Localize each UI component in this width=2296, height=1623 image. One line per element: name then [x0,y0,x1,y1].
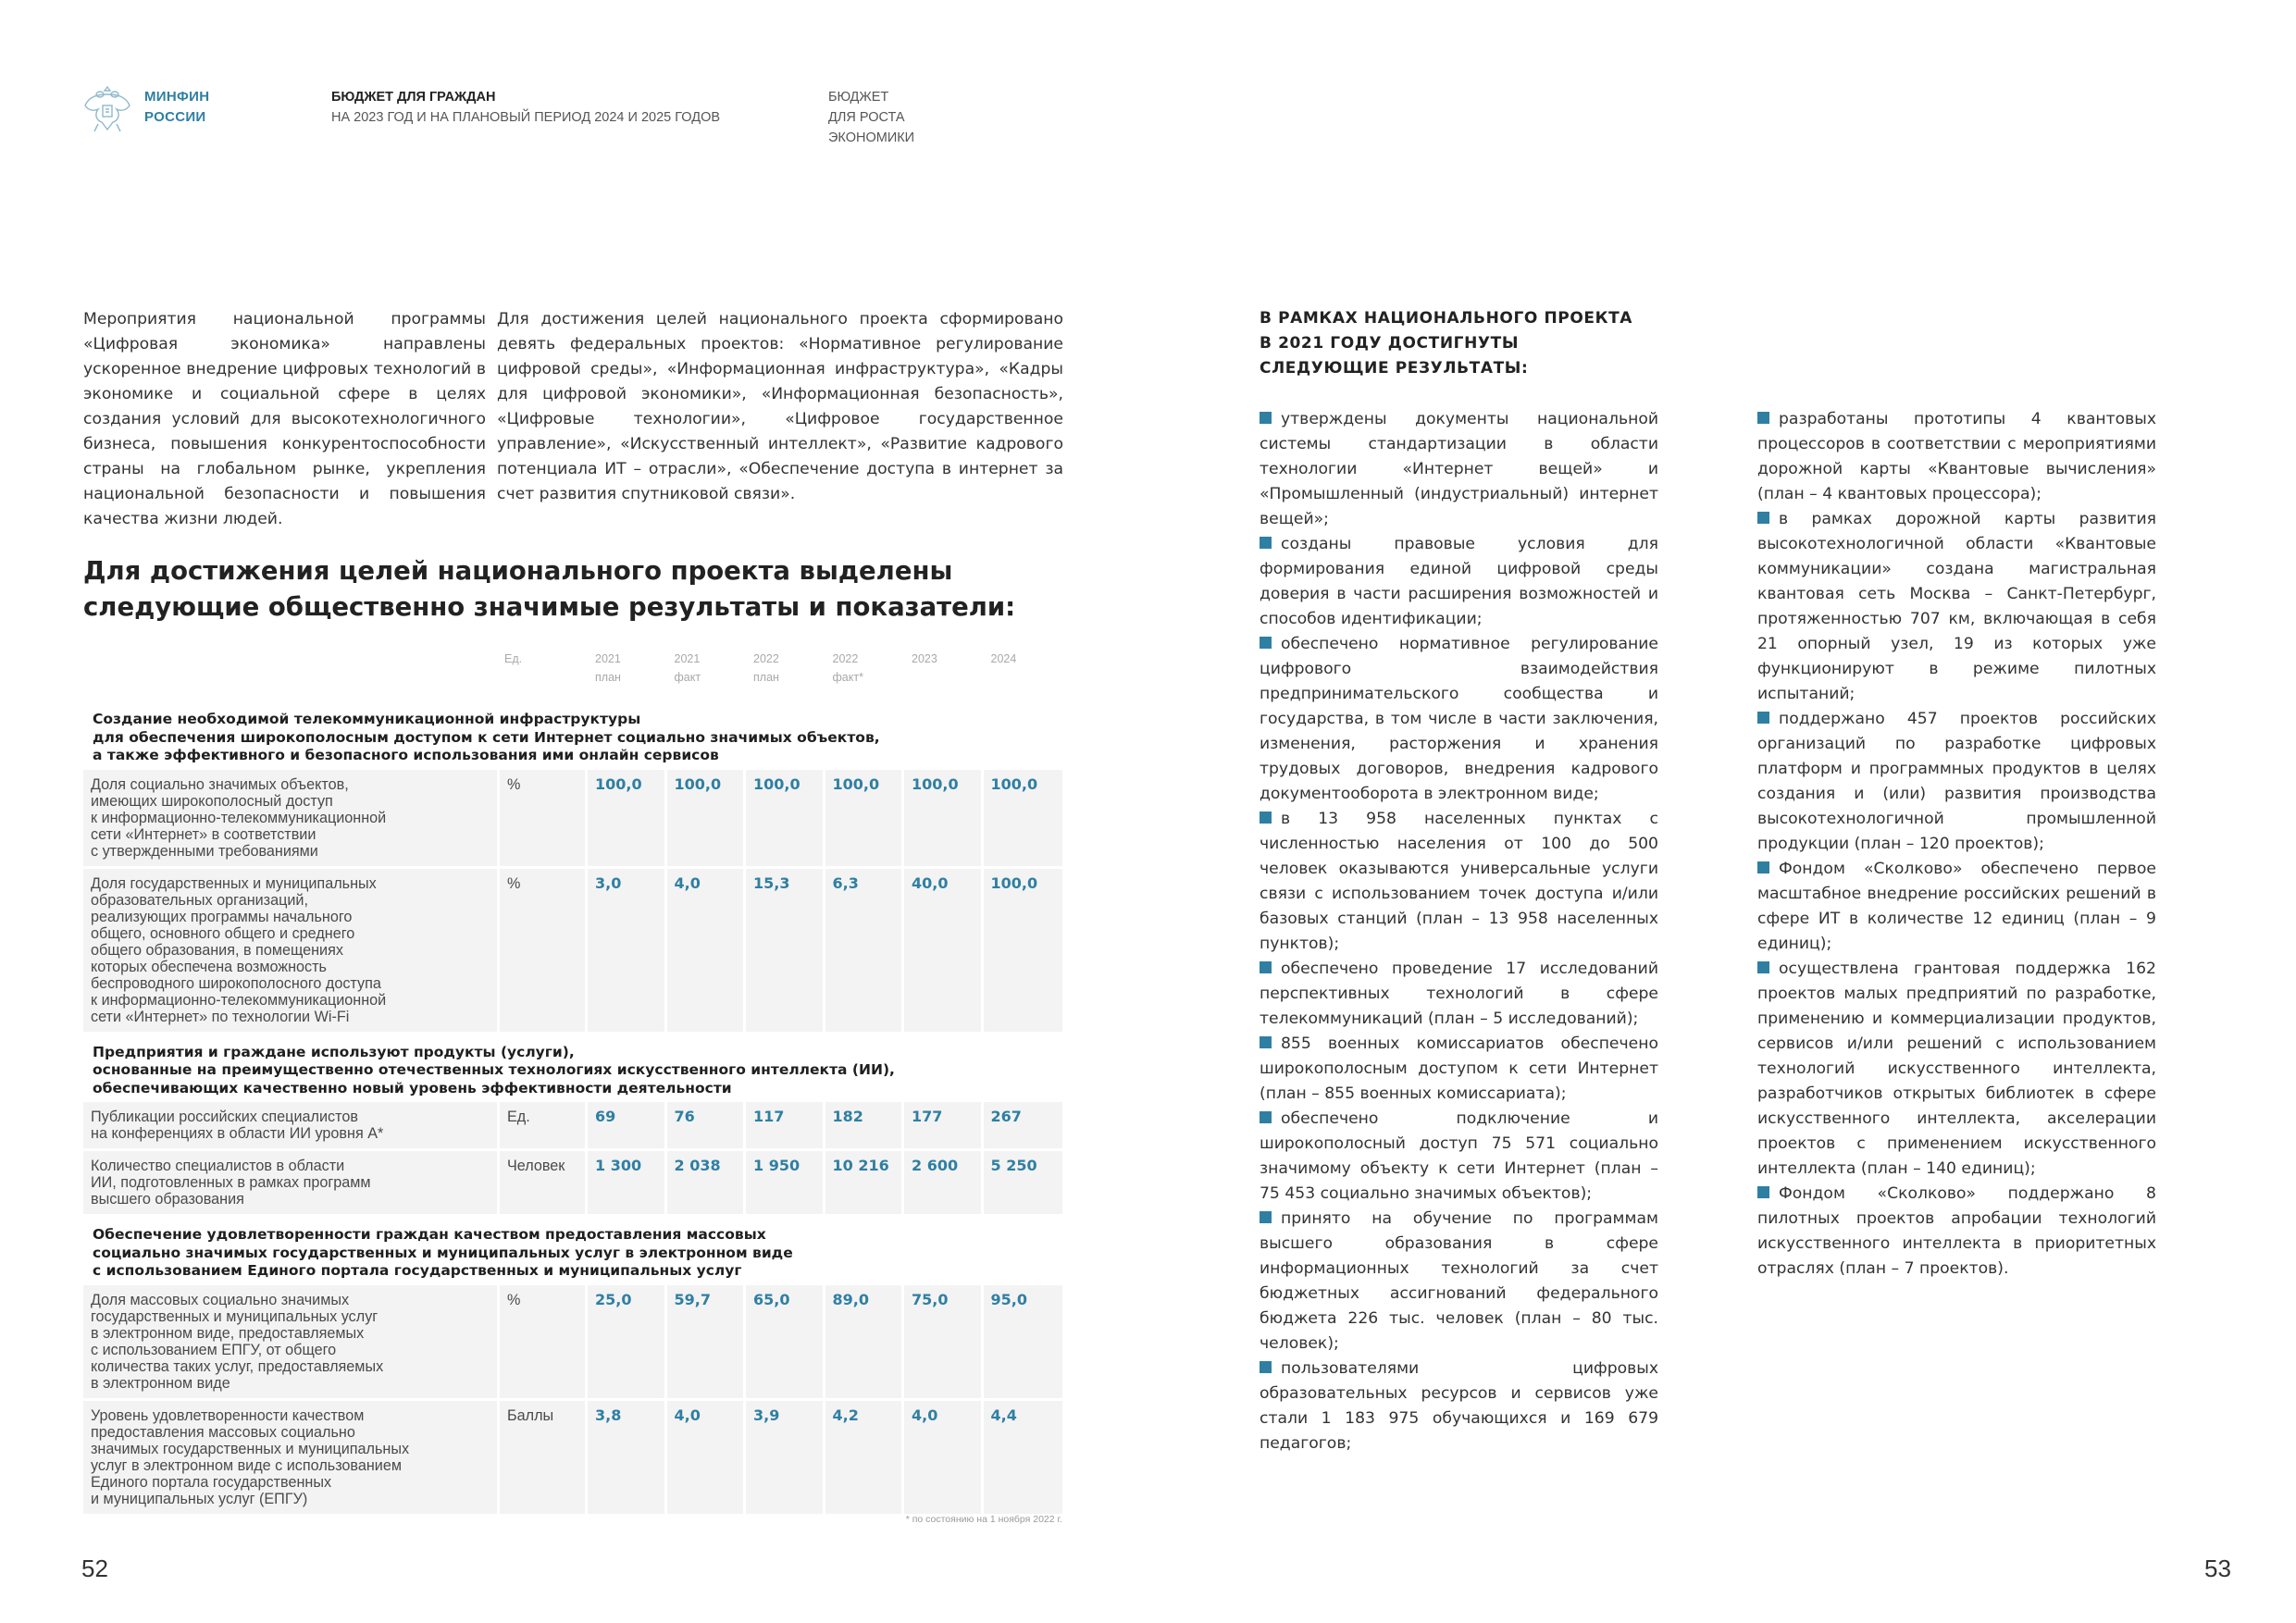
result-text: Фондом «Сколково» обеспечено первое масштабное внедрение российских решений в сфере ИТ в количестве 12 единиц (план – 9 единиц); [1757,860,2156,953]
header-year-label: 2022 [832,652,859,665]
page-number-left: 52 [81,1555,108,1582]
indicator-unit: Человек [500,1151,588,1214]
square-bullet-icon [1757,712,1769,724]
intro-paragraph: Мероприятия национальной программы «Цифровая экономика» направлены ускоренное внедрение цифровых технологий в экономике и социальной сфере в целях создания условий для высокотехнологичного бизнеса, повышения конкурентоспособности страны на глобальном рынке, укрепления национальной безопасности и повышения качества жизни людей. [83,310,486,528]
indicator-value: 100,0 [588,770,667,866]
ministry-name [144,87,209,128]
table-group-title: Создание необходимой телекоммуникационной инфраструктуры для обеспечения широкополосным доступом к сети Интернет социально значимых объектов, а также эффективного и безопасного использования ими онлайн сервисов [93,711,880,763]
indicator-value: 4,0 [904,1401,984,1514]
indicator-value: 59,7 [667,1285,747,1398]
header-label-spacer [83,650,500,701]
indicator-value: 3,9 [746,1401,825,1514]
square-bullet-icon [1757,512,1769,524]
ministry-name-line1: МИНФИН [144,89,210,105]
header-year-label: 2024 [990,652,1017,665]
indicator-unit: Баллы [500,1401,588,1514]
result-item [1757,857,2156,957]
indicator-value: 95,0 [990,1290,1027,1308]
table-footnote: * по состоянию на 1 ноября 2022 г. [905,1514,1062,1525]
indicator-value: 25,0 [588,1285,667,1398]
header-year-label: 2023 [912,652,937,665]
indicator-value: 3,0 [588,869,667,1032]
ministry-name-line2: РОССИИ [144,109,206,125]
square-bullet-icon [1260,1111,1272,1123]
indicator-unit: % [500,1285,588,1398]
result-item [1260,1207,1658,1357]
result-item [1757,707,2156,857]
table-row [83,1401,1062,1517]
indicator-value: 3,8 [588,1401,667,1514]
indicator-value: 1 950 [746,1151,825,1214]
indicator-value: 89,0 [825,1285,905,1398]
coat-of-arms-icon [81,83,133,135]
result-item [1757,407,2156,507]
indicator-name: Уровень удовлетворенности качеством предоставления массовых социально значимых государственных и муниципальных услуг в электронном виде с использованием Единого портала государственных и муниципальных услуг (ЕПГУ) [83,1401,500,1514]
result-text: поддержано 457 проектов российских организаций по разработке цифровых платформ и программных продуктов в целях создания и (или) развития производства высокотехнологичной промышленной продукции (план – 120 проектов); [1757,710,2156,853]
square-bullet-icon [1260,812,1272,824]
header-unit [500,650,588,701]
indicator-value: 10 216 [825,1151,905,1214]
indicator-unit: % [500,770,588,866]
table-group-title: Обеспечение удовлетворенности граждан качеством предоставления массовых социально значимых государственных и муниципальных услуг в электронном виде с использованием Единого портала государственных и муниципальных услуг [93,1226,793,1279]
result-text: в рамках дорожной карты развития высокотехнологичной области «Квантовые коммуникации» создана магистральная квантовая сеть Москва – Санкт-Петербург, протяженностью 707 км, включающая в себя 21 опорный узел, 19 из которых уже функционируют в режиме пилотных испытаний; [1757,510,2156,703]
chapter-title-line2: ЭКОНОМИКИ [828,130,915,145]
chapter-title [828,87,914,148]
square-bullet-icon [1757,961,1769,973]
table-group-title: Предприятия и граждане используют продукты (услуги), основанные на преимущественно отечественных технологиях искусственного интеллекта (ИИ), обеспечивающих качественно новый уровень эффективности деятельности [93,1043,895,1096]
header-year-type: план [595,671,621,684]
section-title: Для достижения целей национального проекта выделены следующие общественно значимые результаты и показатели: [83,556,1016,622]
indicator-value: 100,0 [667,770,747,866]
result-item [1260,632,1658,807]
table-row [83,869,1062,1035]
indicator-unit: Ед. [500,1102,588,1148]
indicator-name: Количество специалистов в области ИИ, подготовленных в рамках программ высшего образования [83,1151,500,1214]
result-item [1260,532,1658,632]
result-text: пользователями цифровых образовательных ресурсов и сервисов уже стали 1 183 975 обучающихся и 169 679 педагогов; [1260,1359,1658,1453]
indicator-value: 100,0 [904,770,984,866]
indicator-name: Доля государственных и муниципальных образовательных организаций, реализующих программы начального общего, основного общего и среднего общего образования, в помещениях которых обеспечена возможность беспроводного широкополосного доступа к информационно-телекоммуникационной сети «Интернет» по технологии Wi-Fi [83,869,500,1032]
square-bullet-icon [1260,637,1272,649]
indicator-name: Публикации российских специалистов на конференциях в области ИИ уровня А* [83,1102,500,1148]
indicator-value: 40,0 [904,869,984,1032]
indicator-value: 182 [825,1102,905,1148]
indicator-value: 117 [746,1102,825,1148]
result-text: обеспечено нормативное регулирование цифрового взаимодействия предпринимательского сообщества и государства, в том числе в части заключения, изменения, расторжения и хранения трудовых договоров, внедрения кадрового документооборота в электронном виде; [1260,635,1658,803]
indicator-value: 75,0 [904,1285,984,1398]
header-year-label: 2021 [674,652,701,665]
indicator-value: 4,4 [990,1406,1017,1424]
header-year-label: 2022 [753,652,779,665]
indicator-value: 4,0 [667,869,747,1032]
indicator-value: 69 [588,1102,667,1148]
indicator-value: 4,0 [667,1401,747,1514]
result-text: осуществлена грантовая поддержка 162 проектов малых предприятий по разработке, применению и коммерциализации продуктов, сервисов и/или решений с использованием технологий искусственного интеллекта, разработчиков открытых библиотек в сфере искусственного интеллекта, акселерации проектов с применением искусственного интеллекта (план – 140 единиц); [1757,960,2156,1178]
indicator-value: 100,0 [990,774,1038,793]
results-column-2 [1757,407,2156,1282]
document-title-sub: НА 2023 ГОД И НА ПЛАНОВЫЙ ПЕРИОД 2024 И 2025 ГОДОВ [331,110,721,125]
result-item [1260,957,1658,1032]
result-text: в 13 958 населенных пунктах с численностью населения от 100 до 500 человек оказываются универсальные услуги связи с использованием точек доступа и/или базовых станций (план – 13 958 населенных пунктов); [1260,810,1658,953]
indicator-value: 6,3 [825,869,905,1032]
document-title [331,87,720,128]
indicator-value: 100,0 [990,873,1038,892]
result-item [1260,1357,1658,1456]
square-bullet-icon [1260,1211,1272,1223]
document-title-main: БЮДЖЕТ ДЛЯ ГРАЖДАН [331,90,496,105]
chapter-title-line1: БЮДЖЕТ ДЛЯ РОСТА [828,90,905,125]
result-text: принято на обучение по программам высшего образования в сфере информационных технологий за счет бюджетных ассигнований федерального бюджета 226 тыс. человек (план – 80 тыс. человек); [1260,1209,1658,1353]
square-bullet-icon [1260,1036,1272,1048]
header-year-label: 2021 [595,652,621,665]
result-text: разработаны прототипы 4 квантовых процессоров в соответствии с мероприятиями дорожной карты «Квантовые вычисления» (план – 4 квантовых процессора); [1757,410,2156,503]
table-body [83,701,1062,1517]
result-text: обеспечено проведение 17 исследований перспективных технологий в сфере телекоммуникаций (план – 5 исследований); [1260,960,1658,1028]
header-year [825,650,905,701]
result-item [1757,507,2156,707]
result-item [1260,807,1658,957]
page-number-right: 53 [2204,1555,2231,1582]
result-text: утверждены документы национальной системы стандартизации в области технологии «Интернет вещей» и «Промышленный (индустриальный) интернет вещей»; [1260,410,1658,528]
header-year-label: Ед. [504,652,523,665]
header-year [667,650,747,701]
table-row [83,1151,1062,1217]
indicator-value: 100,0 [825,770,905,866]
header-year-type: факт [674,671,701,684]
table-row [83,1285,1062,1401]
result-item [1757,1182,2156,1282]
header-year [746,650,825,701]
indicator-value: 76 [667,1102,747,1148]
result-text: 855 военных комиссариатов обеспечено широкополосным доступом к сети Интернет (план – 855 военных комиссариата); [1260,1035,1658,1103]
header-year [984,650,1063,701]
indicator-unit: % [500,869,588,1032]
table-header [83,650,1062,701]
result-item [1260,1107,1658,1207]
indicator-value: 100,0 [746,770,825,866]
square-bullet-icon [1757,412,1769,424]
header-year [904,650,984,701]
result-item [1260,1032,1658,1107]
table-row [83,1102,1062,1151]
result-text: Фондом «Сколково» поддержано 8 пилотных проектов апробации технологий искусственного интеллекта в приоритетных отраслях (план – 7 проектов). [1757,1184,2156,1278]
indicator-name: Доля социально значимых объектов, имеющих широкополосный доступ к информационно-телекоммуникационной сети «Интернет» в соответствии с утвержденными требованиями [83,770,500,866]
square-bullet-icon [1260,412,1272,424]
federal-projects-paragraph: Для достижения целей национального проекта сформировано девять федеральных проектов: «Нормативное регулирование цифровой среды», «Информационная инфраструктура», «Кадры для цифровой экономики», «Информационная безопасность», «Цифровые технологии», «Цифровое государственное управление», «Искусственный интеллект», «Развитие кадрового потенциала ИТ – отрасли», «Обеспечение доступа в интернет за счет развития спутниковой связи». [497,310,1063,503]
indicator-value: 1 300 [588,1151,667,1214]
square-bullet-icon [1757,1186,1769,1198]
kpi-table [83,650,1062,1517]
indicator-name: Доля массовых социально значимых государственных и муниципальных услуг в электронном виде, предоставляемых с использованием ЕПГУ, от общего количества таких услуг, предоставляемых в электронном виде [83,1285,500,1398]
results-title: В РАМКАХ НАЦИОНАЛЬНОГО ПРОЕКТА В 2021 ГОДУ ДОСТИГНУТЫ СЛЕДУЮЩИЕ РЕЗУЛЬТАТЫ: [1260,309,1633,378]
square-bullet-icon [1757,861,1769,873]
header-year-type: факт* [832,671,863,684]
square-bullet-icon [1260,961,1272,973]
result-text: созданы правовые условия для формирования единой цифровой среды доверия в части расширения возможностей и способов идентификации; [1260,535,1658,628]
result-text: обеспечено подключение и широкополосный доступ 75 571 социально значимому объекту к сети Интернет (план – 75 453 социально значимых объектов); [1260,1109,1658,1203]
indicator-value: 15,3 [746,869,825,1032]
indicator-value: 2 038 [667,1151,747,1214]
indicator-value: 267 [990,1108,1022,1125]
results-column-1 [1260,407,1658,1456]
indicator-value: 65,0 [746,1285,825,1398]
indicator-value: 2 600 [904,1151,984,1214]
result-item [1260,407,1658,532]
result-item [1757,957,2156,1182]
indicator-value: 4,2 [825,1401,905,1514]
indicator-value: 177 [904,1102,984,1148]
table-row [83,770,1062,869]
square-bullet-icon [1260,537,1272,549]
indicator-value: 5 250 [990,1157,1037,1174]
square-bullet-icon [1260,1361,1272,1373]
header-year-type: план [753,671,779,684]
header-year [588,650,667,701]
